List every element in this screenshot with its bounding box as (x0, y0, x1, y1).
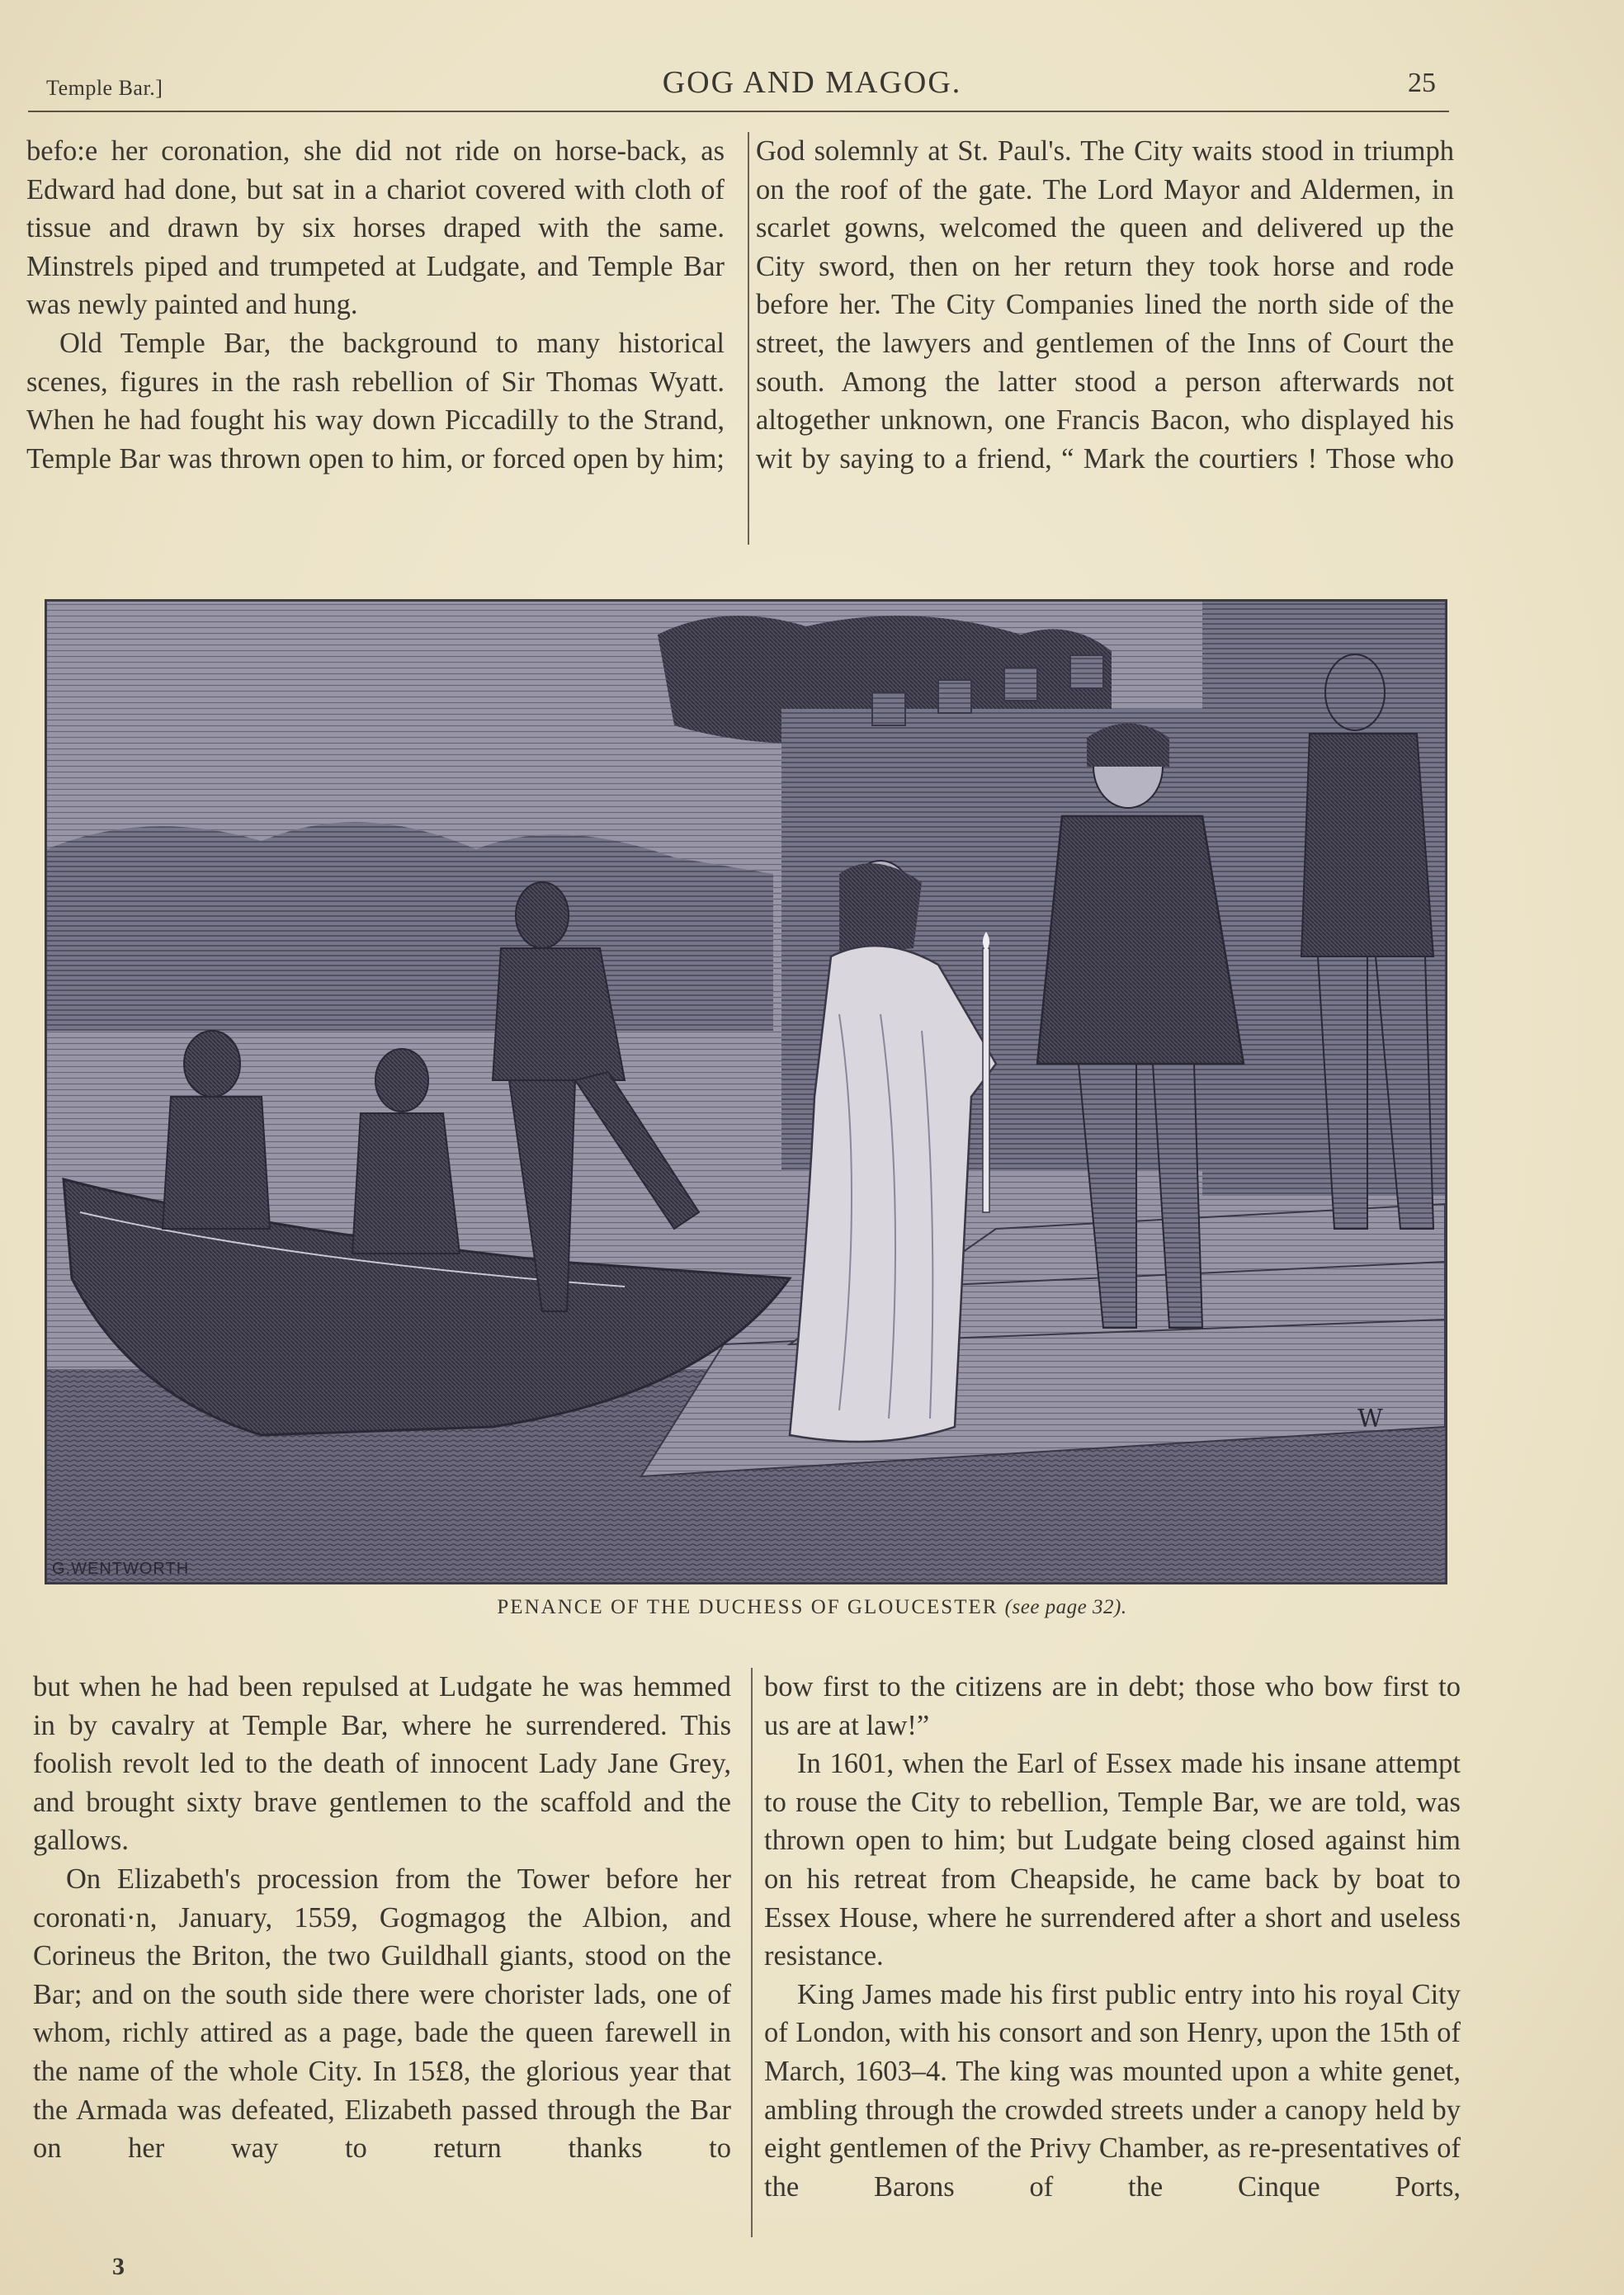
paragraph: On Elizabeth's procession from the Tower before her coronati·n, January, 1559, Gogmagog the Albion, and Corineus the Briton, the two Guildhall giants, stood on the Bar; and on the south side there were chorister lads, one of whom, richly attired as a page, bade the queen farewell in the name of the whole City. In 15£8, the glorious year that the Armada was defeated, Elizabeth passed through the Bar on her way to return thanks to (33, 1863, 731, 2165)
paragraph: bow first to the citizens are in debt; those who bow first to us are at law!” (764, 1671, 1461, 1741)
bottom-right-column (764, 1668, 1461, 2206)
engraver-signature: G.WENTWORTH (52, 1560, 190, 1578)
page-number: 25 (1408, 68, 1436, 98)
running-header-section: Temple Bar.] (46, 76, 163, 100)
engraving-artwork (47, 602, 1445, 1582)
bottom-left-column (33, 1668, 731, 2168)
paragraph: In 1601, when the Earl of Essex made his insane attempt to rouse the City to rebellion, Temple Bar, we are told, was thrown open to him; but Ludgate being closed against him on his retreat from Cheapside, he came back by boat to Essex House, where he surrendered after a short and useless resistance. (764, 1748, 1461, 1972)
paragraph: befo:e her coronation, she did not ride on horse-back, as Edward had done, but sat in a chariot covered with cloth of tissue and drawn by six horses draped with the same. Minstrels piped and trumpeted at Ludgate, and Temple Bar was newly painted and hung. (26, 135, 725, 321)
engraving-illustration (45, 599, 1447, 1584)
paragraph: King James made his first public entry into his royal City of London, with his consort and son Henry, upon the 15th of March, 1603–4. The king was mounted upon a white genet, ambling through the crowded streets under a canopy held by eight gentlemen of the Privy Chamber, as re-presentatives of the Barons of the Cinque Ports, (764, 1978, 1461, 2203)
svg-text:W: W (1357, 1405, 1383, 1433)
signature-mark: 3 (112, 2253, 125, 2280)
column-divider (748, 132, 749, 545)
figure-caption (0, 1596, 1624, 1619)
caption-text: PENANCE OF THE DUCHESS OF GLOUCESTER (497, 1596, 998, 1618)
caption-reference: (see page 32). (1004, 1596, 1127, 1618)
top-right-column (756, 132, 1454, 478)
header-rule (28, 111, 1449, 112)
paragraph: but when he had been repulsed at Ludgate he was hemmed in by cavalry at Temple Bar, where he surrendered. This foolish revolt led to the death of innocent Lady Jane Grey, and brought sixty brave gentlemen to the scaffold and the gallows. (33, 1671, 731, 1857)
running-header-title: GOG AND MAGOG. (662, 65, 962, 100)
paragraph: Old Temple Bar, the background to many historical scenes, figures in the rash rebellion of Sir Thomas Wyatt. When he had fought his way down Piccadilly to the Strand, Temple Bar was thrown open to him, or forced open by him; (26, 327, 725, 475)
paragraph: God solemnly at St. Paul's. The City waits stood in triumph on the roof of the gate. The Lord Mayor and Aldermen, in scarlet gowns, welcomed the queen and delivered up the City sword, then on her return they took horse and rode before her. The City Companies lined the north side of the street, the lawyers and gentlemen of the Inns of Court the south. Among the latter stood a person afterwards not altogether unknown, one Francis Bacon, who displayed his wit by saying to a friend, “ Mark the courtiers ! Those who (756, 135, 1454, 475)
column-divider (751, 1668, 753, 2237)
top-left-column (26, 132, 725, 478)
